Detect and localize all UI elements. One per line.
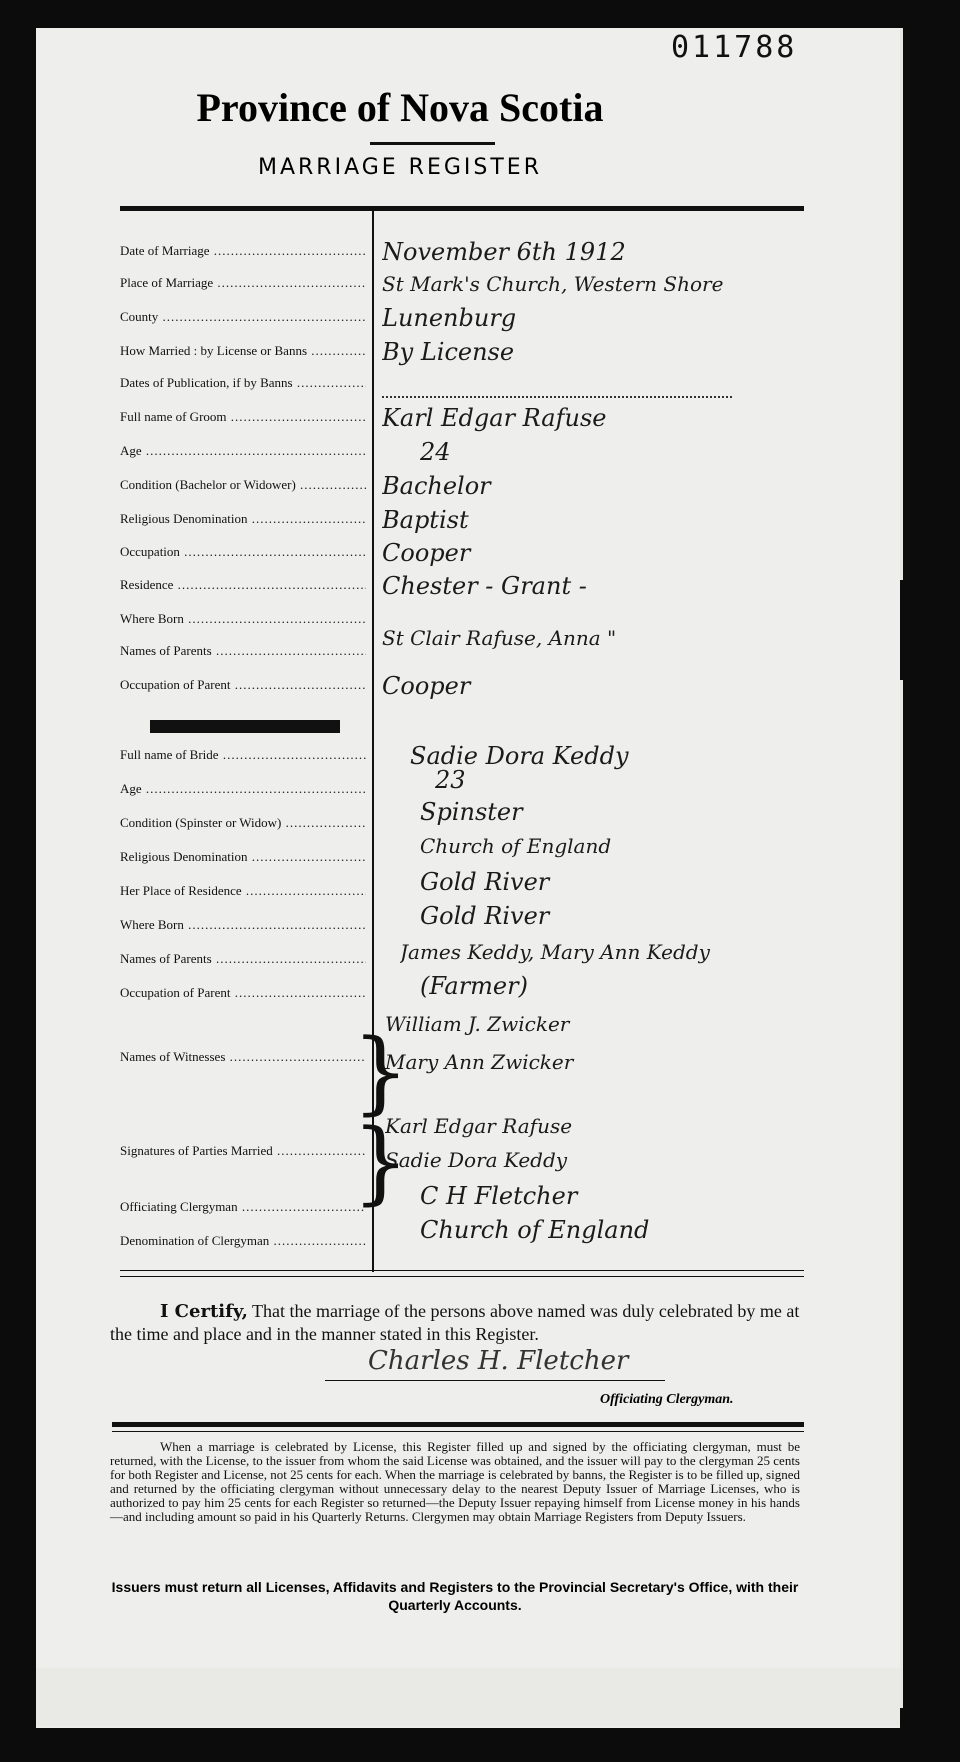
blank-entry-line bbox=[382, 396, 732, 398]
field-row-witnesses bbox=[120, 1012, 804, 1106]
signature-line bbox=[325, 1380, 665, 1381]
page-title: Province of Nova Scotia bbox=[196, 85, 604, 130]
field-label: County ..... bbox=[120, 309, 366, 325]
field-label: Denomination of Clergyman ..... bbox=[120, 1233, 366, 1249]
section-divider-bar bbox=[150, 720, 340, 733]
field-value: 24 bbox=[420, 438, 451, 466]
field-row-place-of-marriage bbox=[120, 272, 804, 304]
field-value: James Keddy, Mary Ann Keddy bbox=[400, 940, 710, 964]
field-row-date-of-marriage bbox=[120, 240, 804, 272]
field-value: Church of England bbox=[420, 834, 612, 858]
field-label: How Married : by License or Banns ..... bbox=[120, 343, 366, 359]
notice-text: When a marriage is celebrated by License, this Register filled up and signed by the officiating clergyman, must be returned, with the License, to the issuer from whom the said License was obtained, and the issuer will pay to the clergyman 25 cents for both Register and License, not 25 cents for each. When the marriage is celebrated by banns, the Register is to be filled up, signed and returned by the officiating clergyman without unnecessary delay to the nearest Deputy Issuer of Marriage Licenses, who is authorized to pay him 25 cents for each Register so returned—the Deputy Issuer repaying himself from License money in his hands—and including amount so paid in his Quarterly Returns. Clergymen may obtain Marriage Registers from Deputy Issuers. bbox=[110, 1439, 800, 1524]
paper-bottom-strip bbox=[36, 1668, 900, 1726]
notice-top-heavy-rule bbox=[112, 1422, 804, 1427]
field-value: Cooper bbox=[382, 539, 471, 567]
field-row-groom-parents bbox=[120, 626, 804, 672]
field-row-clergy-denomination bbox=[120, 1216, 804, 1262]
field-label: Occupation of Parent ..... bbox=[120, 985, 366, 1001]
certify-lead: I Certify, bbox=[160, 1301, 248, 1322]
page-subtitle: MARRIAGE REGISTER bbox=[257, 155, 542, 180]
field-label: Where Born ..... bbox=[120, 917, 366, 933]
field-row-groom-age bbox=[120, 440, 804, 472]
witness-value-2: Mary Ann Zwicker bbox=[385, 1050, 574, 1074]
title-underline bbox=[370, 142, 495, 145]
witness-value-1: William J. Zwicker bbox=[385, 1012, 570, 1036]
field-label: Condition (Spinster or Widow) ..... bbox=[120, 815, 366, 831]
field-label: Her Place of Residence ..... bbox=[120, 883, 366, 899]
field-label: Officiating Clergyman ..... bbox=[120, 1199, 366, 1215]
field-label: Names of Witnesses ..... bbox=[120, 1049, 366, 1065]
field-label: Date of Marriage ..... bbox=[120, 243, 366, 259]
field-value: Sadie Dora Keddy bbox=[410, 742, 629, 770]
field-value: Church of England bbox=[420, 1216, 650, 1244]
signature-caption: Officiating Clergyman. bbox=[600, 1392, 734, 1407]
field-value: Chester - Grant - bbox=[382, 572, 587, 600]
field-row-bride-parent-occupation bbox=[120, 972, 804, 1014]
field-row-county bbox=[120, 306, 804, 338]
field-value: Lunenburg bbox=[382, 304, 517, 332]
fields-bottom-rule bbox=[120, 1270, 804, 1271]
field-value: Bachelor bbox=[382, 472, 491, 500]
field-label: Age ..... bbox=[120, 443, 366, 459]
field-value: St Mark's Church, Western Shore bbox=[382, 272, 724, 296]
instructions-notice bbox=[110, 1440, 800, 1524]
certification-block bbox=[110, 1300, 800, 1345]
signature-brace: } bbox=[352, 1110, 410, 1215]
field-value: November 6th 1912 bbox=[382, 238, 626, 266]
field-row-groom-religion bbox=[120, 508, 804, 540]
field-value: Gold River bbox=[420, 868, 550, 896]
groom-signature: Karl Edgar Rafuse bbox=[385, 1114, 573, 1138]
field-row-groom-parent-occupation bbox=[120, 674, 804, 706]
field-row-groom-condition bbox=[120, 474, 804, 506]
field-value: (Farmer) bbox=[420, 972, 528, 1000]
certify-text: That the marriage of the persons above named was duly celebrated by me at the time and place and in the manner stated in this Register. bbox=[110, 1301, 800, 1344]
witness-brace: } bbox=[352, 1020, 410, 1125]
field-label: Signatures of Parties Married ..... bbox=[120, 1143, 366, 1159]
clergyman-signature: Charles H. Fletcher bbox=[368, 1346, 629, 1376]
field-label: Full name of Groom ..... bbox=[120, 409, 366, 425]
field-value: Cooper bbox=[382, 672, 471, 700]
notice-top-thin-rule bbox=[112, 1431, 804, 1432]
field-row-groom-residence bbox=[120, 574, 804, 606]
field-label: Age ..... bbox=[120, 781, 366, 797]
field-row-groom-name bbox=[120, 406, 804, 438]
field-label: Condition (Bachelor or Widower) ..... bbox=[120, 477, 366, 493]
field-label: Occupation of Parent ..... bbox=[120, 677, 366, 693]
issuers-notice: Issuers must return all Licenses, Affidavits and Registers to the Provincial Secretary's Office, with their Quarterly Accounts. bbox=[111, 1579, 799, 1613]
register-number-stamp: 011788 bbox=[671, 30, 798, 65]
field-label: Full name of Bride ..... bbox=[120, 747, 366, 763]
field-label: Names of Parents ..... bbox=[120, 951, 366, 967]
field-value: By License bbox=[382, 338, 515, 366]
fields-bottom-rule-2 bbox=[120, 1276, 804, 1277]
field-label: Religious Denomination ..... bbox=[120, 511, 366, 527]
field-label: Names of Parents ..... bbox=[120, 643, 366, 659]
field-row-groom-occupation bbox=[120, 541, 804, 573]
field-value: St Clair Rafuse, Anna " bbox=[382, 626, 617, 650]
field-label: Occupation ..... bbox=[120, 544, 366, 560]
field-label: Dates of Publication, if by Banns ..... bbox=[120, 375, 366, 391]
field-value: C H Fletcher bbox=[420, 1182, 578, 1210]
field-value: 23 bbox=[435, 766, 466, 794]
field-row-dates-of-publication bbox=[120, 372, 804, 404]
field-value: Spinster bbox=[420, 798, 523, 826]
field-label: Place of Marriage ..... bbox=[120, 275, 366, 291]
top-heavy-rule bbox=[120, 206, 804, 211]
field-value: Gold River bbox=[420, 902, 550, 930]
field-row-how-married bbox=[120, 340, 804, 372]
field-value: Karl Edgar Rafuse bbox=[382, 404, 607, 432]
field-label: Where Born ..... bbox=[120, 611, 366, 627]
field-label: Residence ..... bbox=[120, 577, 366, 593]
field-label: Religious Denomination ..... bbox=[120, 849, 366, 865]
bride-signature: Sadie Dora Keddy bbox=[385, 1148, 568, 1172]
field-value: Baptist bbox=[382, 506, 469, 534]
